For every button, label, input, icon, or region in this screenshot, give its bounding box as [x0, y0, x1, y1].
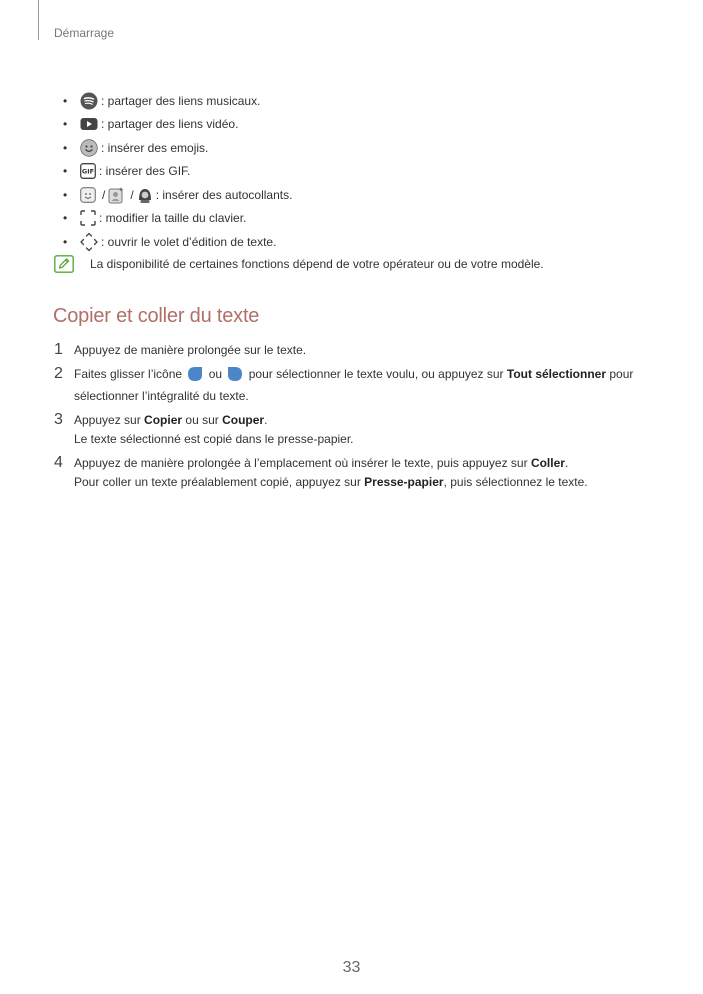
step-item: [54, 365, 654, 406]
ui-term: Copier: [144, 413, 183, 427]
step-text-part: .: [564, 456, 569, 470]
step-item: [54, 411, 654, 449]
bullet-dot: •: [63, 187, 68, 202]
step-item: [54, 454, 654, 492]
bullet-dot: •: [63, 211, 68, 226]
step-text-part: .: [264, 413, 268, 427]
bullet-text: : partager des liens musicaux.: [101, 93, 261, 108]
step-number: 1: [54, 341, 63, 358]
step-text-part: ou: [205, 367, 226, 381]
step-subtext: [74, 473, 654, 492]
section-title: Copier et coller du texte: [53, 305, 260, 327]
avatar-sticker-icon: [137, 186, 153, 204]
note-box: [54, 255, 544, 273]
bullet-dot: •: [63, 164, 68, 179]
step-number: 2: [54, 365, 63, 382]
emoji-face-icon: [80, 139, 98, 157]
ar-sticker-icon: [108, 186, 124, 204]
step-subtext: Le texte sélectionné est copié dans le presse-papier.: [74, 432, 354, 446]
bullet-dot: •: [63, 234, 68, 249]
step-item: [54, 341, 654, 360]
step-text-part: , puis sélectionnez le texte.: [443, 475, 588, 489]
bullet-text: : insérer des GIF.: [99, 164, 191, 179]
youtube-icon: [80, 117, 98, 131]
bullet-dot: •: [63, 117, 68, 132]
bullet-text: : insérer des emojis.: [101, 140, 209, 155]
step-text-part: Faites glisser l’icône: [74, 367, 186, 381]
step-text-part: ou sur: [182, 413, 223, 427]
note-text: La disponibilité de certaines fonctions dépend de votre opérateur ou de votre modèle.: [90, 257, 544, 271]
icon-separator: /: [130, 187, 134, 202]
step-number: 4: [54, 454, 63, 471]
page-number: 33: [342, 959, 361, 976]
step-text: [74, 365, 654, 406]
step-number: 3: [54, 411, 63, 428]
list-item: [54, 207, 674, 231]
step-text: [74, 454, 654, 473]
sticker-icon: [80, 187, 96, 203]
list-item: [54, 230, 674, 254]
step-text: [74, 411, 654, 430]
text-edit-panel-icon: [80, 232, 98, 252]
icon-separator: /: [102, 187, 106, 202]
step-text-part: pour sélectionner le texte voulu, ou appuyez sur: [245, 367, 507, 381]
spotify-icon: [80, 92, 98, 110]
list-item: [54, 113, 674, 137]
step-text-part: Appuyez sur: [74, 413, 145, 427]
list-item: [54, 160, 674, 184]
note-pencil-icon: [54, 255, 74, 273]
selection-handle-right-icon: [228, 367, 242, 387]
list-item: [54, 89, 674, 113]
ui-term: Coller: [530, 456, 565, 470]
ui-term: Presse-papier: [364, 475, 444, 489]
header-rule: [38, 0, 39, 40]
bullet-text: : insérer des autocollants.: [155, 187, 293, 202]
selection-handle-left-icon: [188, 367, 202, 387]
list-item: [54, 136, 674, 160]
icon-bullet-list: [54, 89, 674, 254]
steps-list: [54, 341, 654, 497]
gif-icon: [80, 163, 96, 179]
section-header: Démarrage: [54, 26, 115, 40]
bullet-dot: •: [63, 140, 68, 155]
bullet-text: : modifier la taille du clavier.: [99, 211, 247, 226]
step-text-part: Pour coller un texte préalablement copié, appuyez sur: [74, 475, 365, 489]
ui-term: Tout sélectionner: [506, 367, 607, 381]
svg-text:GIF: GIF: [81, 167, 95, 176]
bullet-dot: •: [63, 93, 68, 108]
bullet-text: : ouvrir le volet d’édition de texte.: [101, 234, 277, 249]
bullet-text: : partager des liens vidéo.: [101, 117, 239, 132]
step-text-part: Appuyez de manière prolongée à l’emplacement où insérer le texte, puis appuyez sur: [74, 456, 531, 470]
ui-term: Couper: [222, 413, 265, 427]
step-text: Appuyez de manière prolongée sur le texte.: [74, 343, 307, 357]
list-item: [54, 183, 674, 207]
keyboard-resize-icon: [80, 210, 96, 226]
step-text-part: pour sélectionner l’intégralité du texte.: [74, 367, 634, 403]
